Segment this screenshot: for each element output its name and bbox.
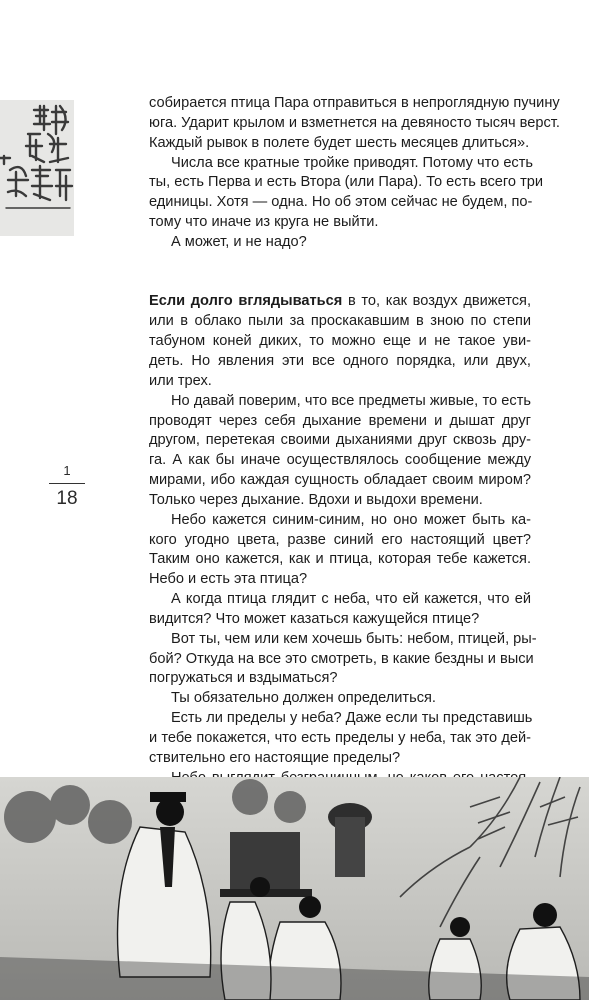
text-line: ты, есть Перва и есть Втора (или Пара). То есть всего три [149,174,544,191]
paragraph [149,94,560,154]
text-line: кого угодно цвета, разве синий его настоящий цвет? [149,531,531,548]
scholars-painting-image [0,777,589,1000]
text-line: Небо кажется синим-синим, но оно может быть ка- [171,511,531,528]
text-line: табуном коней диких, то можно еще и не такое уви- [149,333,531,350]
text-line: Есть ли пределы у неба? Даже если ты представишь [171,710,533,727]
page-folio [44,462,90,510]
section-break [149,273,531,293]
text-line: или трех. [149,372,212,389]
text-fragment: в то, как воздух движется, [347,293,531,310]
seal-calligraphy-icon [0,100,74,236]
seal-stamp-image [0,100,74,236]
page-number: 18 [56,488,78,509]
paragraph [149,392,531,511]
text-line: и тебе покажется, что есть пределы у неба, так это дей- [149,730,531,746]
text-line: мирами, ибо каждая сущность обладает своим миром? [149,472,531,489]
text-line: Только через дыхание. Вдохи и выдохи времени. [149,491,483,508]
text-line: Небо и есть эта птица? [149,571,308,588]
text-line: проводят через себя дыхание времени и дышат друг [149,412,531,429]
text-line: видится? Что может казаться кажущейся птице? [149,610,480,627]
paragraph [149,689,531,709]
text-line: Таким оно кажется, как и птица, которая тебе кажется. [149,551,531,568]
folio-divider [49,483,85,484]
text-line: га. А как бы иначе осуществлялось сообщение между [149,452,531,469]
section-break [149,253,531,273]
paragraph [149,709,531,769]
text-line: А может, и не надо? [171,233,307,250]
text-line: Числа все кратные тройке приводят. Потому что есть [171,154,534,171]
text-line: Ты обязательно должен определиться. [171,690,436,707]
text-line: или в облако пыли за проскакавшим в зною по степи [149,313,531,330]
paragraph [149,630,537,690]
section-lead: Если долго вглядываться [149,293,343,310]
text-line: Вот ты, чем или кем хочешь быть: небом, птицей, ры- [171,630,537,647]
text-line [149,292,531,312]
text-line: бой? Откуда на все это смотреть, в какие бездны и выси [149,650,534,667]
section-number: 1 [63,463,71,478]
paragraph [149,233,531,253]
text-line: погружаться и вздыматься? [149,670,338,687]
text-line: юга. Ударит крылом и взметнется на девяносто тысяч верст. [149,114,560,131]
paragraph [149,292,531,391]
paragraph [149,511,531,590]
paragraph [149,590,531,630]
body-text [149,94,560,848]
text-line: деть. Но явления эти все одного порядка, или двух, [149,352,531,369]
text-line: ствительно его настоящие пределы? [149,749,401,766]
text-line: тому что иначе из круга не выйти. [149,214,379,231]
text-line: Но давай поверим, что все предметы живые, то есть [171,392,531,409]
paragraph [149,154,544,233]
text-line: Каждый рывок в полете будет шесть месяцев длиться». [149,134,530,151]
text-line: А когда птица глядит с неба, что ей кажется, что ей [171,591,531,608]
text-line: другом, перетекая своими дыханиями друг сквозь дру- [149,432,531,449]
text-line: единицы. Хотя — одна. Но об этом сейчас не будем, по- [149,194,533,211]
text-line: собирается птица Пара отправиться в непроглядную пучину [149,95,560,111]
ink-painting-illustration [0,777,589,1000]
